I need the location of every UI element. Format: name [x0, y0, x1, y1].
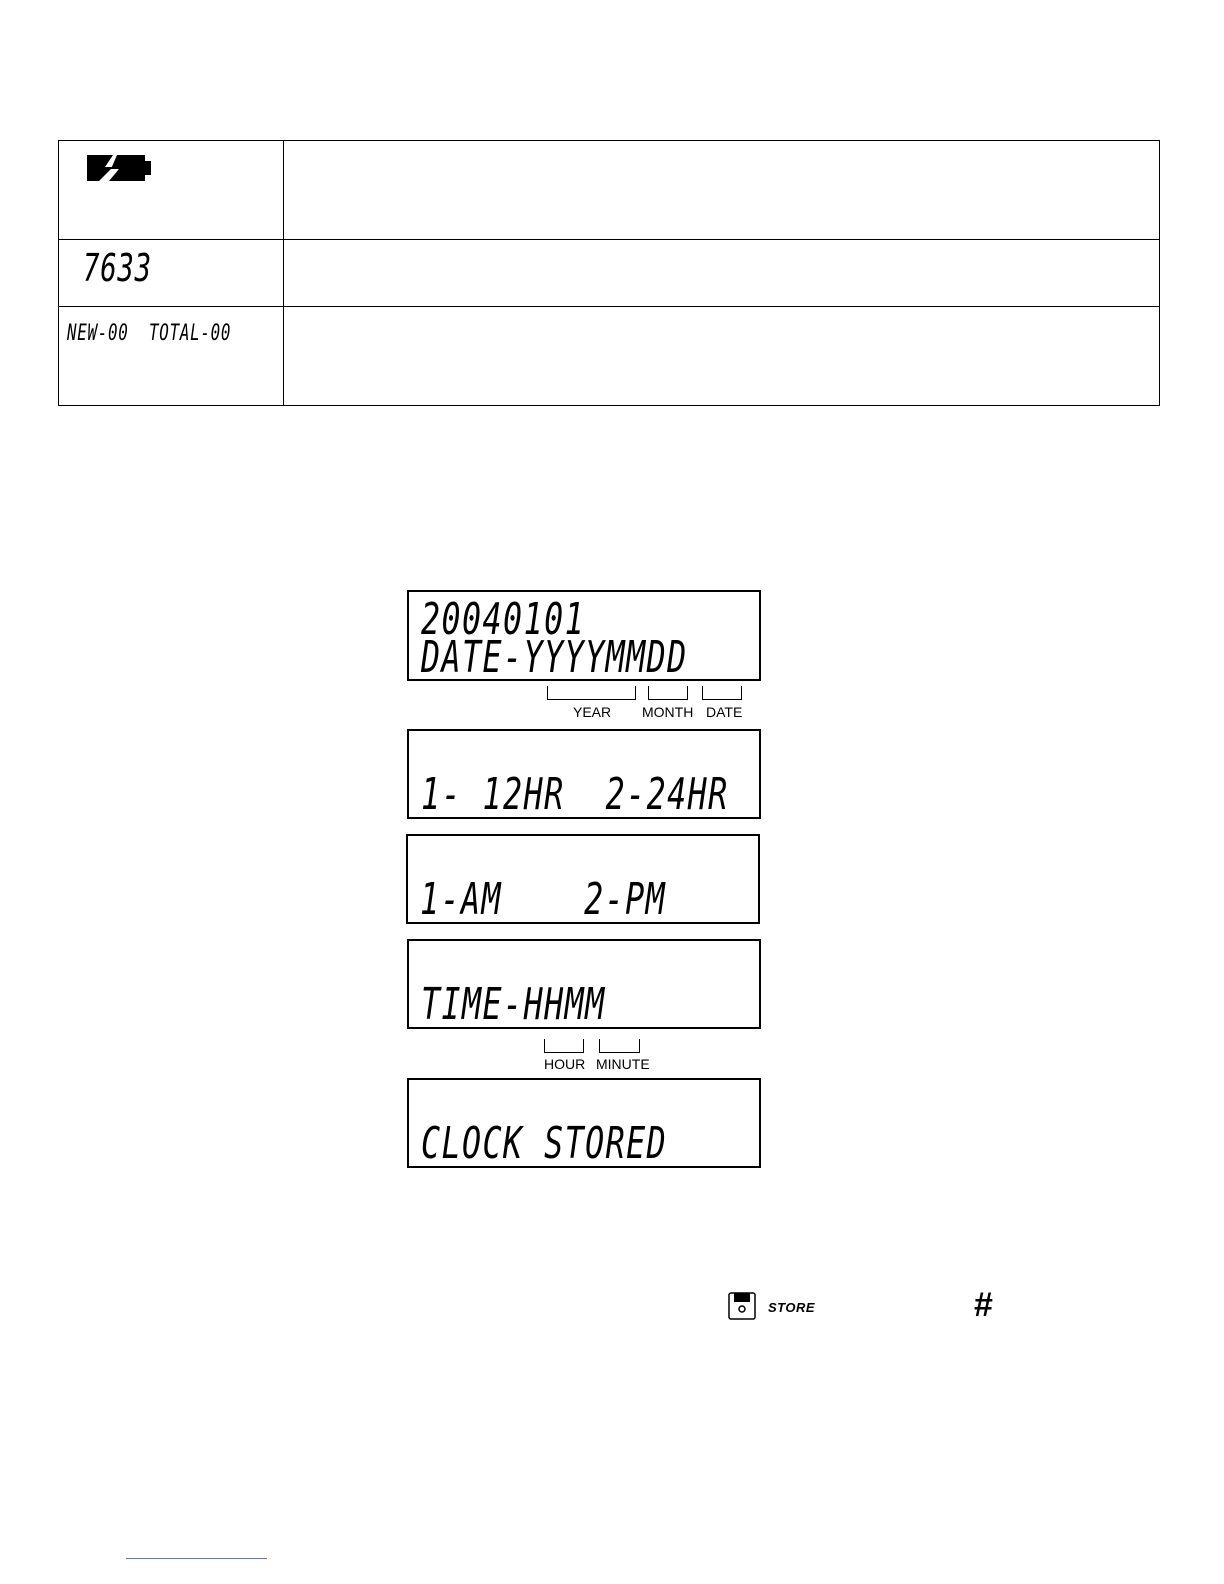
display-icon-table [58, 140, 1160, 406]
minute-label: MINUTE [596, 1056, 650, 1072]
lcd-ampm-text: 1-AM 2-PM [420, 874, 667, 924]
lcd-date-format: DATE-YYYYMMDD [421, 632, 688, 681]
footnote-divider [126, 1558, 267, 1559]
caller-id-number-display: 7633 [83, 246, 152, 290]
description-cell [284, 240, 1160, 307]
table-row [59, 307, 1160, 406]
description-cell [284, 307, 1160, 406]
year-label: YEAR [573, 704, 612, 720]
icon-cell [59, 141, 284, 240]
lcd-panel-time [407, 939, 761, 1029]
description-cell [284, 141, 1160, 240]
table-row [59, 240, 1160, 307]
floppy-disk-icon [728, 1292, 756, 1325]
table-row [59, 141, 1160, 240]
month-label: MONTH [642, 704, 694, 720]
hour-bracket [544, 1039, 584, 1053]
icon-cell [59, 240, 284, 307]
lcd-date-value: 20040101 [421, 594, 586, 645]
lcd-panel-ampm [406, 834, 760, 924]
lcd-panel-date [407, 590, 761, 681]
date-bracket [702, 686, 742, 700]
lcd-panel-hour-mode [407, 729, 761, 819]
hour-label: HOUR [544, 1056, 586, 1072]
lcd-hour-mode-text: 1- 12HR 2-24HR [421, 769, 729, 819]
month-bracket [648, 686, 688, 700]
hash-key-symbol: # [974, 1286, 993, 1324]
lcd-panel-clock-stored [407, 1078, 761, 1168]
lcd-time-format: TIME-HHMM [421, 979, 606, 1029]
icon-cell [59, 307, 284, 406]
minute-bracket [599, 1039, 640, 1053]
store-key-label: STORE [768, 1300, 816, 1315]
year-bracket [547, 686, 636, 700]
battery-charging-icon [83, 153, 283, 188]
lcd-clock-stored-text: CLOCK STORED [421, 1118, 668, 1168]
message-counter-display: NEW-00 TOTAL-00 [67, 321, 232, 346]
date-label: DATE [706, 704, 743, 720]
